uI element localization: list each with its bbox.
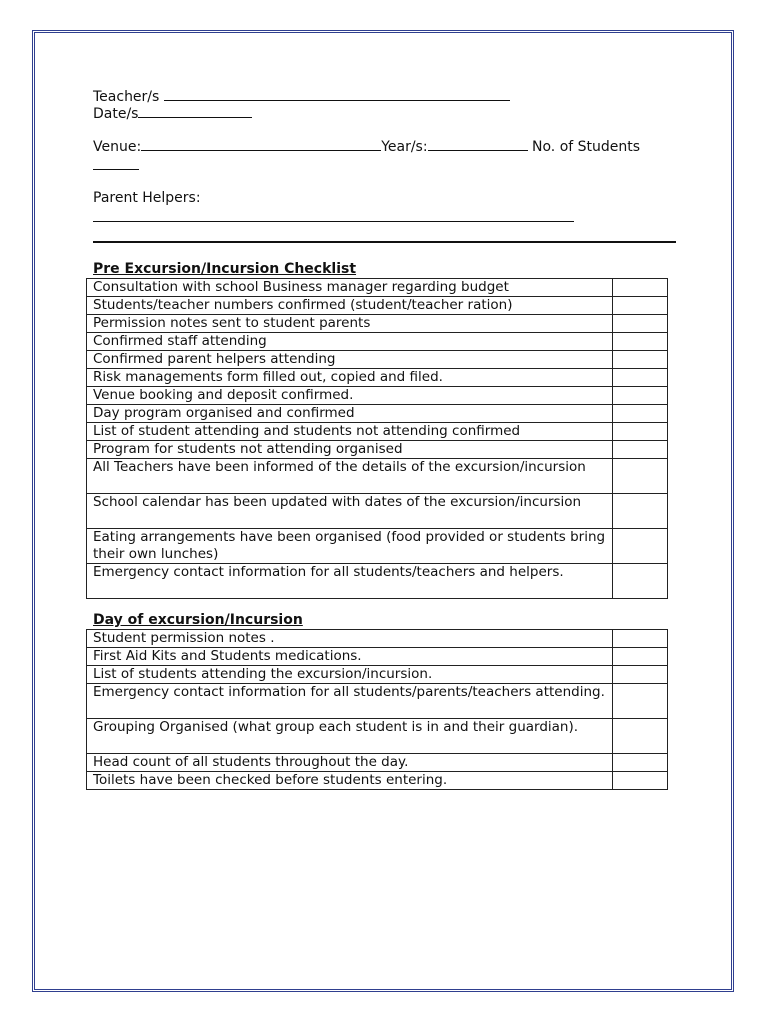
checklist-item: School calendar has been updated with dates of the excursion/incursion [87,494,613,529]
checklist-item: Students/teacher numbers confirmed (student/teacher ration) [87,297,613,315]
venue-year-students-field [93,138,640,156]
checkbox-cell[interactable] [613,529,668,564]
table-row [87,333,668,351]
table-row [87,494,668,529]
teacher-field [93,88,510,106]
checklist-item: Student permission notes . [87,630,613,648]
checkbox-cell[interactable] [613,666,668,684]
pre-checklist-heading: Pre Excursion/Incursion Checklist [93,261,357,277]
checklist-item: Confirmed staff attending [87,333,613,351]
parent-helpers-blank-line[interactable] [93,221,574,222]
checklist-item: Toilets have been checked before students entering. [87,772,613,790]
day-checklist-table [86,629,668,790]
checklist-item: Confirmed parent helpers attending [87,351,613,369]
checklist-item: List of students attending the excursion/incursion. [87,666,613,684]
table-row [87,719,668,754]
date-label: Date/s [93,106,139,122]
checklist-item: Day program organised and confirmed [87,405,613,423]
table-row [87,405,668,423]
checkbox-cell[interactable] [613,564,668,599]
checkbox-cell[interactable] [613,423,668,441]
checklist-item: Emergency contact information for all students/parents/teachers attending. [87,684,613,719]
checklist-item: Risk managements form filled out, copied and filed. [87,369,613,387]
students-blank-line [93,157,139,175]
table-row [87,684,668,719]
table-row [87,279,668,297]
table-row [87,369,668,387]
checkbox-cell[interactable] [613,279,668,297]
table-row [87,441,668,459]
checkbox-cell[interactable] [613,684,668,719]
table-row [87,351,668,369]
checkbox-cell[interactable] [613,315,668,333]
checkbox-cell[interactable] [613,719,668,754]
teacher-blank[interactable] [164,88,510,101]
checkbox-cell[interactable] [613,494,668,529]
date-blank[interactable] [138,105,252,118]
parent-helpers-field [93,190,201,207]
table-row [87,564,668,599]
checklist-item: Eating arrangements have been organised (food provided or students bring their own lunches) [87,529,613,564]
students-blank[interactable] [93,157,139,170]
checklist-item: Head count of all students throughout the day. [87,754,613,772]
checklist-item: List of student attending and students not attending confirmed [87,423,613,441]
table-row [87,648,668,666]
checklist-item: Grouping Organised (what group each student is in and their guardian). [87,719,613,754]
parent-helpers-label: Parent Helpers: [93,190,201,206]
checkbox-cell[interactable] [613,630,668,648]
teacher-label: Teacher/s [93,89,160,105]
table-row [87,529,668,564]
checkbox-cell[interactable] [613,351,668,369]
table-row [87,630,668,648]
table-row [87,459,668,494]
checkbox-cell[interactable] [613,405,668,423]
table-row [87,772,668,790]
pre-checklist-table [86,278,668,599]
table-row [87,423,668,441]
checklist-item: Venue booking and deposit confirmed. [87,387,613,405]
checklist-item: Consultation with school Business manager regarding budget [87,279,613,297]
checkbox-cell[interactable] [613,754,668,772]
checkbox-cell[interactable] [613,459,668,494]
checkbox-cell[interactable] [613,648,668,666]
venue-label: Venue: [93,139,142,155]
venue-blank[interactable] [141,138,381,151]
checkbox-cell[interactable] [613,387,668,405]
checkbox-cell[interactable] [613,369,668,387]
checklist-item: Emergency contact information for all students/teachers and helpers. [87,564,613,599]
checkbox-cell[interactable] [613,772,668,790]
students-label: No. of Students [532,139,641,155]
year-blank[interactable] [428,138,528,151]
day-checklist-heading: Day of excursion/Incursion [93,612,303,628]
checkbox-cell[interactable] [613,333,668,351]
table-row [87,297,668,315]
checklist-item: All Teachers have been informed of the details of the excursion/incursion [87,459,613,494]
table-row [87,387,668,405]
checkbox-cell[interactable] [613,297,668,315]
table-row [87,315,668,333]
section-divider [93,241,676,243]
table-row [87,666,668,684]
checklist-item: Permission notes sent to student parents [87,315,613,333]
table-row [87,754,668,772]
checkbox-cell[interactable] [613,441,668,459]
checklist-item: Program for students not attending organised [87,441,613,459]
date-field [93,105,252,123]
year-label: Year/s: [381,139,428,155]
checklist-item: First Aid Kits and Students medications. [87,648,613,666]
